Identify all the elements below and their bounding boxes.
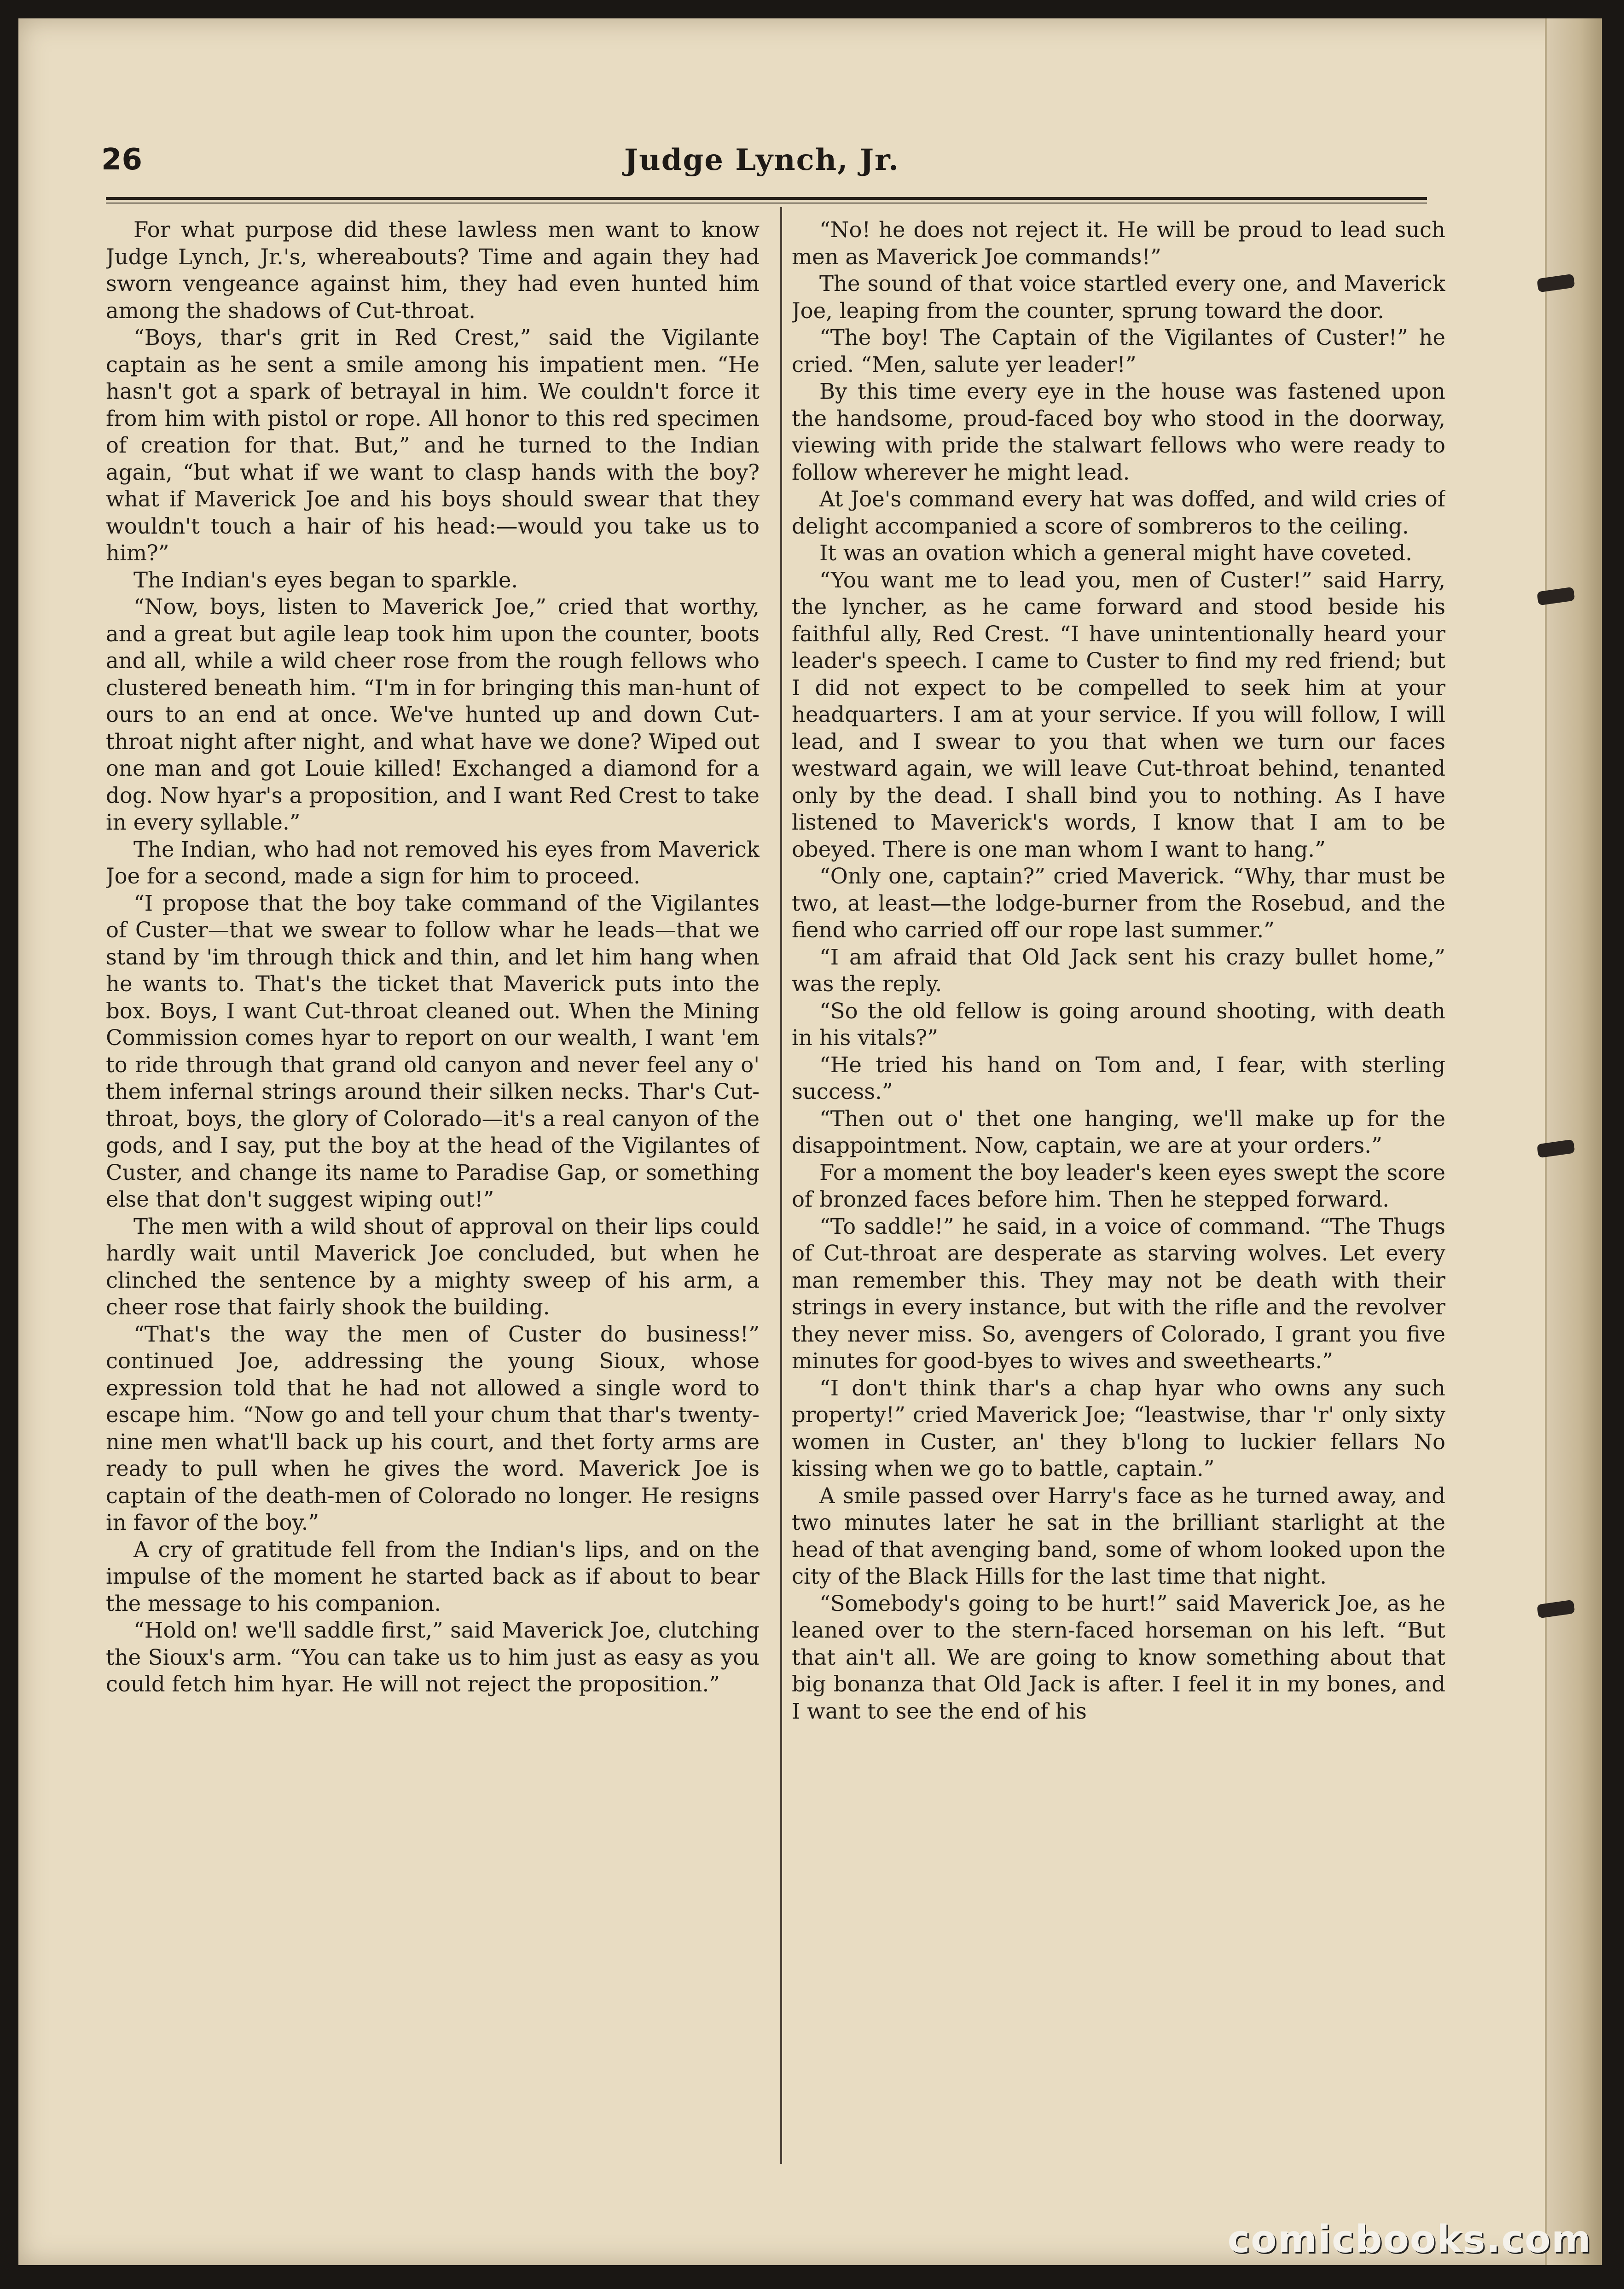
binding-stitch (1537, 1139, 1575, 1158)
watermark: comicbooks.com (1227, 2218, 1592, 2261)
paragraph: “I am afraid that Old Jack sent his crazy bullet home,” was the reply. (792, 944, 1445, 996)
paragraph: At Joe's command every hat was doffed, and wild cries of delight accompanied a score of sombreros to the ceiling. (792, 487, 1445, 539)
paragraph: “No! he does not reject it. He will be proud to lead such men as Maverick Joe commands!” (792, 217, 1445, 269)
paragraph: “You want me to lead you, men of Custer!” said Harry, the lyncher, as he came forward and stood beside his faithful ally, Red Crest. “I have unintentionally heard your leader's speech. I came to Custer to find my red friend; but I did not expect to be compelled to seek him at your headquarters. I am at your service. If you will follow, I will lead, and I swear to you that when we turn our faces westward again, we will leave Cut-throat behind, tenanted only by the dead. I shall bind you to nothing. As I have listened to Maverick's words, I know that I am to be obeyed. There is one man whom I want to hang.” (792, 567, 1445, 862)
paragraph: “I don't think thar's a chap hyar who owns any such property!” cried Maverick Joe; “leastwise, thar 'r' only sixty women in Custer, an' they b'long to luckier fellars No kissing when we go to battle, captain.” (792, 1375, 1445, 1481)
paragraph: “He tried his hand on Tom and, I fear, with sterling success.” (792, 1052, 1445, 1104)
paragraph: “Somebody's going to be hurt!” said Maverick Joe, as he leaned over to the stern-faced horseman on his left. “But that ain't all. We are going to know something about that big bonanza that Old Jack is after. I feel it in my bones, and I want to see the end of his (792, 1591, 1445, 1724)
paragraph: “Then out o' thet one hanging, we'll make up for the disappointment. Now, captain, we are at your orders.” (792, 1106, 1445, 1158)
paragraph: “Only one, captain?” cried Maverick. “Why, thar must be two, at least—the lodge-burner from the Rosebud, and the fiend who carried off our rope last summer.” (792, 864, 1445, 942)
paragraph: “I propose that the boy take command of the Vigilantes of Custer—that we swear to follow whar he leads—that we stand by 'im through thick and thin, and let him hang when he wants to. That's the ticket that Maverick puts into the box. Boys, I want Cut-throat cleaned out. When the Mining Commission comes hyar to report on our wealth, I want 'em to ride through that grand old canyon and never feel any o' them infernal strings around their silken necks. Thar's Cut-throat, boys, the glory of Colorado—it's a real canyon of the gods, and I say, put the boy at the head of the Vigilantes of Custer, and change its name to Paradise Gap, or something else that don't suggest wiping out!” (106, 890, 760, 1212)
paragraph: The men with a wild shout of approval on their lips could hardly wait until Maverick Joe concluded, but when he clinched the sentence by a mighty sweep of his arm, a cheer rose that fairly shook the building. (106, 1214, 760, 1319)
paragraph: A cry of gratitude fell from the Indian's lips, and on the impulse of the moment he started back as if about to bear the message to his companion. (106, 1537, 760, 1616)
paragraph: The Indian, who had not removed his eyes from Maverick Joe for a second, made a sign for him to proceed. (106, 837, 760, 889)
running-header (101, 143, 1422, 189)
paragraph: “The boy! The Captain of the Vigilantes of Custer!” he cried. “Men, salute yer leader!” (792, 325, 1445, 377)
text-column-right (792, 216, 1445, 2164)
paragraph: “Now, boys, listen to Maverick Joe,” cried that worthy, and a great but agile leap took him upon the counter, boots and all, while a wild cheer rose from the rough fellows who clustered beneath him. “I'm in for bringing this man-hunt of ours to an end at once. We've hunted up and down Cut-throat night after night, and what have we done? Wiped out one man and got Louie killed! Exchanged a diamond for a dog. Now hyar's a proposition, and I want Red Crest to take in every syllable.” (106, 594, 760, 835)
binding-stitch (1537, 587, 1575, 606)
paragraph: A smile passed over Harry's face as he turned away, and two minutes later he sat in the brilliant starlight at the head of that avenging band, some of whom looked upon the city of the Black Hills for the last time that night. (792, 1483, 1445, 1589)
book-spine (1545, 18, 1602, 2265)
paragraph: For a moment the boy leader's keen eyes swept the score of bronzed faces before him. Then he stepped forward. (792, 1160, 1445, 1212)
paragraph: “Hold on! we'll saddle first,” said Maverick Joe, clutching the Sioux's arm. “You can take us to him just as easy as you could fetch him hyar. He will not reject the proposition.” (106, 1618, 760, 1696)
paragraph: By this time every eye in the house was fastened upon the handsome, proud-faced boy who stood in the doorway, viewing with pride the stalwart fellows who were ready to follow wherever he might lead. (792, 379, 1445, 485)
paragraph: The Indian's eyes began to sparkle. (133, 567, 518, 593)
paragraph: “Boys, thar's grit in Red Crest,” said the Vigilante captain as he sent a smile among his impatient men. “He hasn't got a spark of betrayal in him. We couldn't force it from him with pistol or rope. All honor to this red specimen of creation for that. But,” and he turned to the Indian again, “but what if we want to clasp hands with the boy? what if Maverick Joe and his boys should swear that they wouldn't touch a hair of his head:—would you take us to him?” (106, 325, 760, 565)
paragraph: “To saddle!” he said, in a voice of command. “The Thugs of Cut-throat are desperate as starving wolves. Let every man remember this. They may not be death with their strings in every instance, but with the rifle and the revolver they never miss. So, avengers of Colorado, I grant you five minutes for good-byes to wives and sweethearts.” (792, 1214, 1445, 1373)
paragraph: The sound of that voice startled every one, and Maverick Joe, leaping from the counter, sprung toward the door. (792, 271, 1445, 323)
running-title: Judge Lynch, Jr. (624, 143, 900, 177)
paragraph: “That's the way the men of Custer do business!” continued Joe, addressing the young Sioux, whose expression told that he had not allowed a single word to escape him. “Now go and tell your chum that thar's twenty-nine men what'll back up his court, and thet forty arms are ready to pull when he gives the word. Maverick Joe is captain of the death-men of Colorado no longer. He resigns in favor of the boy.” (106, 1321, 760, 1535)
binding-stitch (1537, 274, 1575, 293)
page-number: 26 (101, 143, 143, 177)
paragraph: It was an ovation which a general might have coveted. (819, 540, 1412, 565)
binding-stitch (1537, 1600, 1575, 1619)
paragraph: “So the old fellow is going around shooting, with death in his vitals?” (792, 998, 1445, 1050)
paragraph: For what purpose did these lawless men want to know Judge Lynch, Jr.'s, whereabouts? Time and again they had sworn vengeance against him, they had even hunted him among the shadows of Cut-throat. (106, 217, 760, 323)
header-rule (106, 197, 1427, 203)
column-divider (780, 207, 782, 2164)
text-column-left (106, 216, 760, 2164)
